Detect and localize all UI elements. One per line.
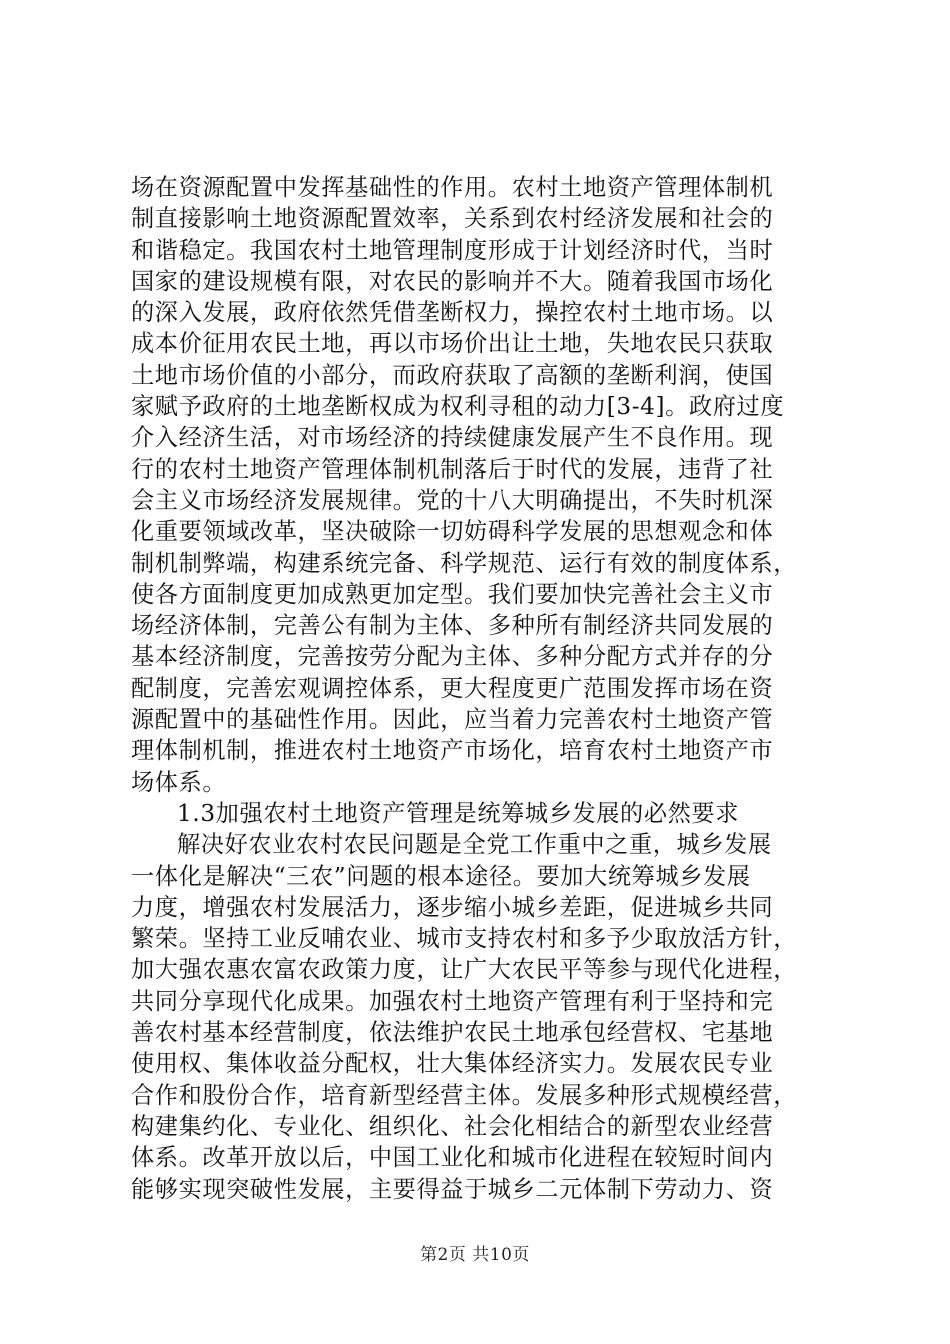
text-line: 源配置中的基础性作用。因此，应当着力完善农村土地资产管 <box>131 706 774 734</box>
text-line: 共同分享现代化成果。加强农村土地资产管理有利于坚持和完 <box>131 987 774 1015</box>
section-heading: 1.3加强农村土地资产管理是统筹城乡发展的必然要求 <box>177 799 739 827</box>
text-line: 繁荣。坚持工业反哺农业、城市支持农村和多予少取放活方针， <box>131 925 798 953</box>
text-line: 使用权、集体收益分配权，壮大集体经济实力。发展农民专业 <box>131 1050 774 1078</box>
text-line: 使各方面制度更加成熟更加定型。我们要加快完善社会主义市 <box>131 580 774 608</box>
text-line: 解决好农业农村农民问题是全党工作重中之重，城乡发展 <box>177 831 772 859</box>
text-line: 介入经济生活，对市场经济的持续健康发展产生不良作用。现 <box>131 424 774 452</box>
text-line: 国家的建设规模有限，对农民的影响并不大。随着我国市场化 <box>131 267 774 295</box>
text-line: 行的农村土地资产管理体制机制落后于时代的发展，违背了社 <box>131 455 774 483</box>
text-line: 场在资源配置中发挥基础性的作用。农村土地资产管理体制机 <box>131 174 774 201</box>
text-line: 构建集约化、专业化、组织化、社会化相结合的新型农业经营 <box>131 1112 774 1140</box>
text-line: 成本价征用农民土地，再以市场价出让土地，失地农民只获取 <box>131 330 774 358</box>
text-line: 体系。改革开放以后，中国工业化和城市化进程在较短时间内 <box>131 1144 774 1172</box>
text-line: 会主义市场经济发展规律。党的十八大明确提出，不失时机深 <box>131 486 774 514</box>
body-text <box>131 172 833 1205</box>
text-line: 加大强农惠农富农政策力度，让广大农民平等参与现代化进程， <box>131 956 798 984</box>
text-line: 家赋予政府的土地垄断权成为权利寻租的动力[3-4]。政府过度 <box>131 393 785 421</box>
text-line: 制机制弊端，构建系统完备、科学规范、运行有效的制度体系， <box>131 549 798 577</box>
text-line: 力度，增强农村发展活力，逐步缩小城乡差距，促进城乡共同 <box>131 893 774 921</box>
text-line: 善农村基本经营制度，依法维护农民土地承包经营权、宅基地 <box>131 1019 774 1047</box>
text-line: 化重要领域改革，坚决破除一切妨碍科学发展的思想观念和体 <box>131 518 774 546</box>
text-line: 和谐稳定。我国农村土地管理制度形成于计划经济时代，当时 <box>131 236 774 264</box>
text-line: 场经济体制，完善公有制为主体、多种所有制经济共同发展的 <box>131 612 774 640</box>
text-line: 土地市场价值的小部分，而政府获取了高额的垄断利润，使国 <box>131 361 774 389</box>
text-line: 场体系。 <box>131 768 227 796</box>
text-line: 的深入发展，政府依然凭借垄断权力，操控农村土地市场。以 <box>131 299 774 327</box>
text-line: 合作和股份合作，培育新型经营主体。发展多种形式规模经营， <box>131 1081 798 1109</box>
text-line: 基本经济制度，完善按劳分配为主体、多种分配方式并存的分 <box>131 643 774 671</box>
text-line: 制直接影响土地资源配置效率，关系到农村经济发展和社会的 <box>131 205 774 233</box>
text-line: 理体制机制，推进农村土地资产市场化，培育农村土地资产市 <box>131 737 774 765</box>
page-number-footer: 第2页 共10页 <box>420 1245 530 1265</box>
text-line: 能够实现突破性发展，主要得益于城乡二元体制下劳动力、资 <box>131 1175 774 1203</box>
text-line: 配制度，完善宏观调控体系，更大程度更广范围发挥市场在资 <box>131 674 774 702</box>
text-line: 一体化是解决“三农”问题的根本途径。要加大统筹城乡发展 <box>131 862 751 890</box>
